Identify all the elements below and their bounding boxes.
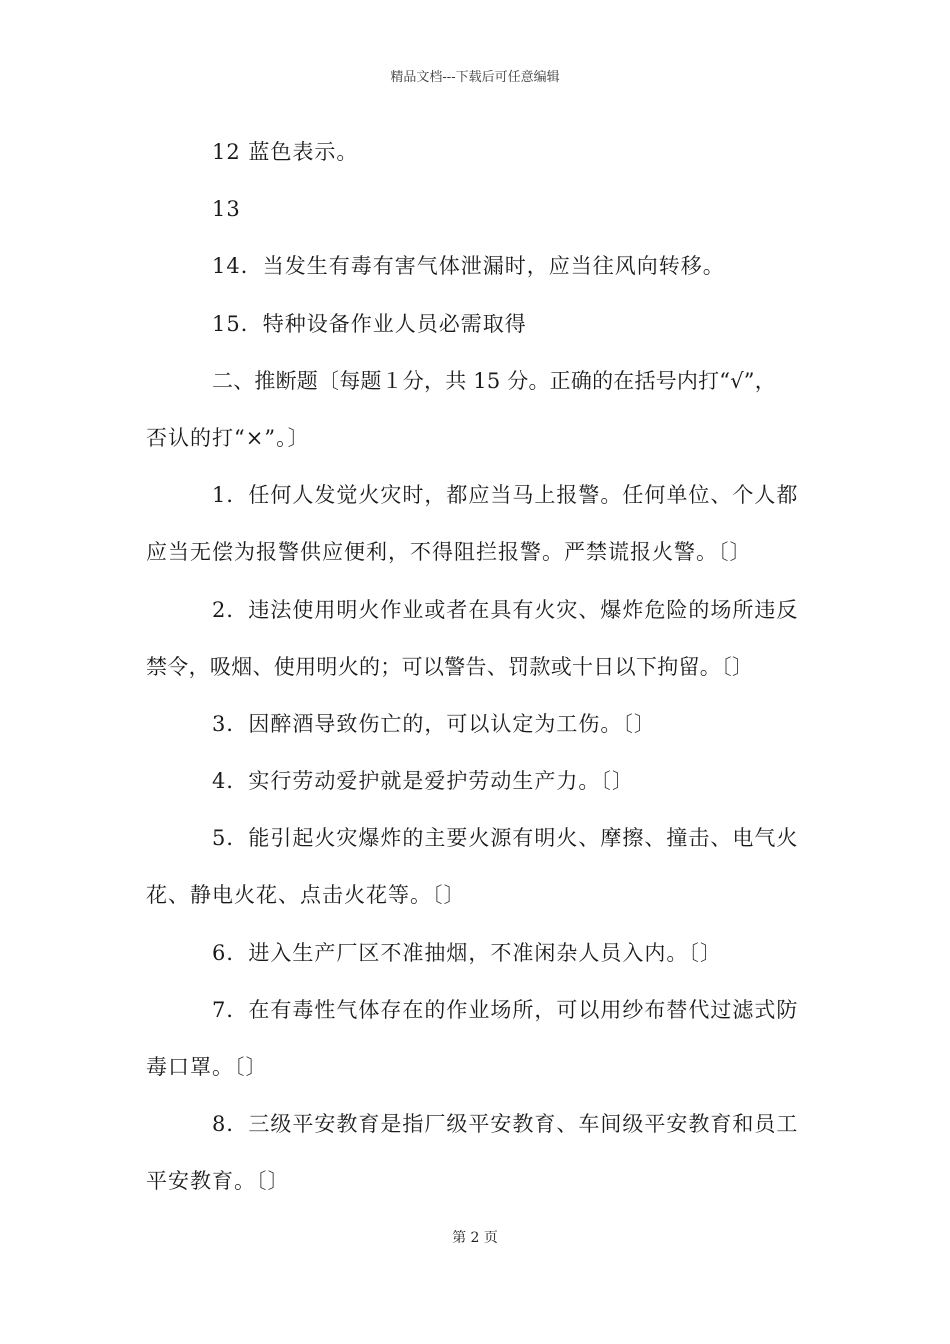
- document-body: [146, 130, 810, 1217]
- section-heading-judgement: 二、推断题〔每题１分，共 15 分。正确的在括号内打“√”，: [212, 368, 776, 393]
- text-line-2: 13: [212, 197, 241, 222]
- question-4: 4．实行劳动爱护就是爱护劳动生产力。〔〕: [212, 769, 634, 794]
- question-3: 3．因醉酒导致伤亡的，可以认定为工伤。〔〕: [212, 711, 656, 736]
- question-2-line-2: 禁令，吸烟、使用明火的；可以警告、罚款或十日以下拘留。〔〕: [146, 654, 754, 679]
- text-line-1: 12 蓝色表示。: [212, 140, 359, 164]
- section-heading-continued: 否认的打“×”。〕: [146, 425, 310, 450]
- question-8-line-1: 8．三级平安教育是指厂级平安教育、车间级平安教育和员工: [212, 1112, 799, 1137]
- question-2-line-1: 2．违法使用明火作业或者在具有火灾、爆炸危险的场所违反: [212, 597, 799, 622]
- text-line-3: 14．当发生有毒有害气体泄漏时，应当往风向转移。: [212, 254, 725, 279]
- page-number: 第 2 页: [452, 1230, 498, 1246]
- question-1-line-2: 应当无偿为报警供应便利，不得阻拦报警。严禁谎报火警。〔〕: [146, 540, 752, 565]
- page-header: 精品文档---下载后可任意编辑: [390, 70, 560, 85]
- question-7-line-1: 7．在有毒性气体存在的作业场所，可以用纱布替代过滤式防: [212, 997, 799, 1022]
- question-5-line-2: 花、静电火花、点击火花等。〔〕: [146, 883, 466, 908]
- question-8-line-2: 平安教育。〔〕: [146, 1169, 290, 1194]
- question-6: 6．进入生产厂区不准抽烟，不准闲杂人员入内。〔〕: [212, 940, 722, 965]
- text-line-4: 15．特种设备作业人员必需取得: [212, 311, 527, 336]
- question-1-line-1: 1．任何人发觉火灾时，都应当马上报警。任何单位、个人都: [212, 483, 799, 508]
- question-7-line-2: 毒口罩。〔〕: [146, 1055, 268, 1079]
- question-5-line-1: 5．能引起火灾爆炸的主要火源有明火、摩擦、撞击、电气火: [212, 826, 799, 851]
